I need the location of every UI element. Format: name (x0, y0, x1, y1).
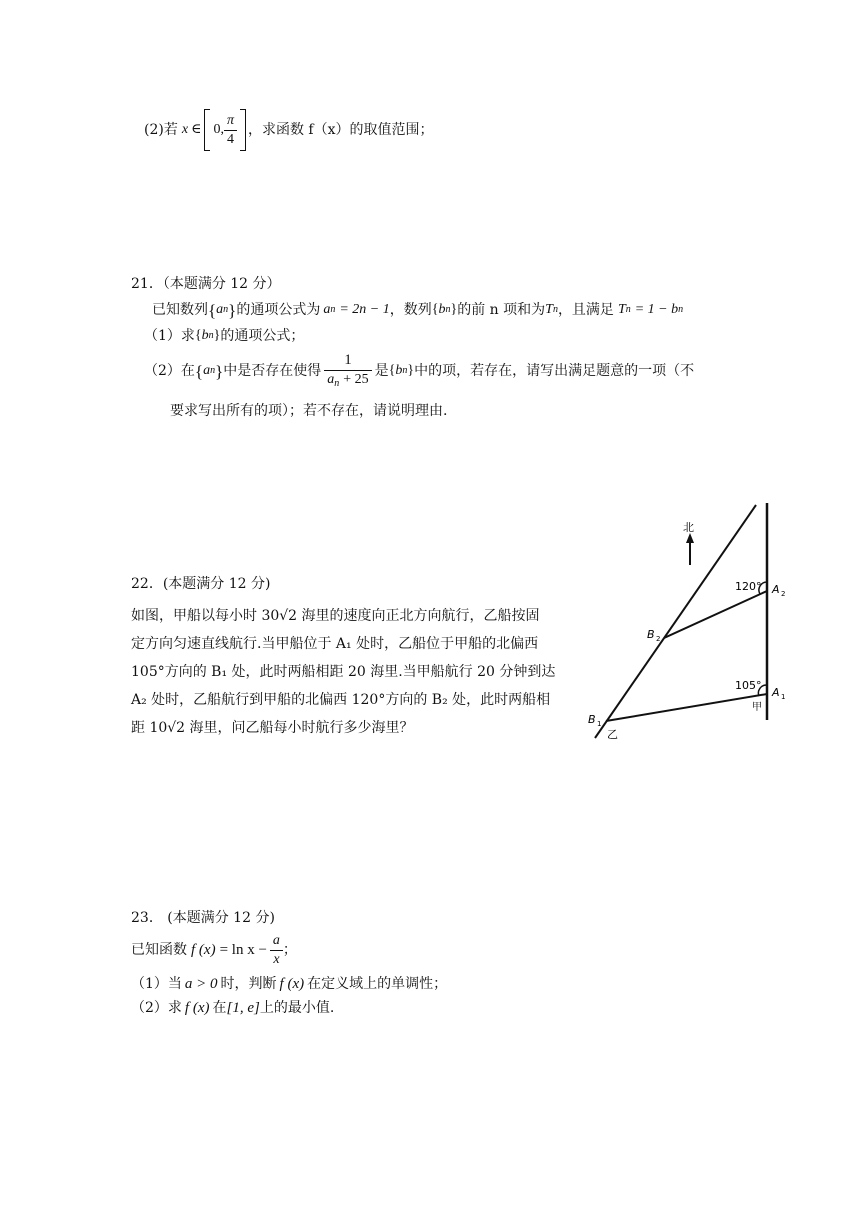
q22-line2: 定方向匀速直线航行.当甲船位于 A₁ 处时，乙船位于甲船的北偏西 (131, 636, 539, 652)
q20-part2-label: (2)若 (144, 122, 178, 138)
q21-brace-open: { (208, 300, 217, 320)
q23-frac-x: x (273, 951, 280, 967)
q22-figure (580, 495, 800, 745)
q23-fraction (270, 932, 283, 968)
q23-header: 23． (本题满分 12 分) (131, 910, 275, 926)
q22-header: 22．(本题满分 12 分) (131, 576, 271, 592)
q21-part1-text-b: 的通项公式； (220, 328, 305, 344)
q21-T: T (545, 302, 553, 317)
q21-a: a (216, 302, 224, 317)
q22-line3: 105°方向的 B₁ 处，此时两船相距 20 海里.当甲船航行 20 分钟到达 (131, 664, 556, 680)
q20-part2 (144, 110, 433, 150)
q21-sub-n7: n (208, 330, 214, 341)
q23-part1-text-a: （1）当 (131, 976, 182, 992)
q21-sub-n6: n (678, 304, 684, 315)
q21-sub-n3: n (445, 304, 451, 315)
north-arrow-head (686, 533, 694, 543)
q21-sub-n9: n (334, 378, 340, 390)
q21-part2-line2: 要求写出所有的项）；若不存在，请说明理由. (170, 403, 448, 419)
q21-part2-text-c: 是 (374, 363, 389, 379)
q21-part2-text-d: 中的项，若存在，请写出满足题意的一项（不 (414, 363, 695, 379)
north-label: 北 (683, 521, 694, 534)
label-a2: A (772, 583, 780, 596)
q21-part1 (144, 325, 304, 347)
q21-brace-close5: } (407, 363, 415, 378)
q23-in-word: 在 (212, 1000, 227, 1016)
q21-line1-text-c: ，数列 (389, 302, 432, 318)
q23-line1-text: 已知函数 (131, 942, 187, 958)
q21-line1-text-b: 的通项公式为 (236, 302, 321, 318)
label-a1: A (772, 686, 780, 699)
q21-line1-text-e: ，且满足 (557, 302, 614, 318)
q23-fx3: f (x) (184, 999, 210, 1016)
q21-line1-text-d: 的前 n 项和为 (457, 302, 546, 318)
q22-line1: 如图，甲船以每小时 30√2 海里的速度向正北方向航行，乙船按固 (131, 608, 540, 624)
q21-formula2-rhs: = 1 − b (634, 302, 679, 317)
q21-brace-open5: { (388, 363, 396, 378)
q21-brace-open4: { (194, 361, 204, 381)
q20-part2-tail: ，求函数 f（x）的取值范围； (247, 122, 434, 138)
q23-part2 (131, 998, 334, 1018)
q20-four: 4 (226, 131, 234, 147)
q21-sub-n: n (223, 304, 229, 315)
angle-105-label: 105° (735, 679, 762, 692)
q20-pi-over-4 (224, 112, 237, 148)
q21-sub-n10: n (402, 365, 408, 376)
q23-a-gt-0: a > 0 (184, 975, 218, 992)
yi-course-line (595, 505, 756, 738)
label-b1-sub: 1 (597, 720, 602, 728)
q21-sub-n8: n (210, 365, 216, 376)
angle-120-label: 120° (735, 580, 762, 593)
q23-interval: [1, e] (226, 999, 260, 1016)
q21-part1-text-a: （1）求 (144, 328, 195, 344)
q20-var-x: x (181, 122, 189, 137)
q21-frac-den (324, 371, 371, 391)
q21-line1-text-a: 已知数列 (152, 302, 208, 318)
q21-b: b (438, 302, 446, 317)
q21-sub-n5: n (625, 304, 631, 315)
label-jia: 甲 (752, 702, 762, 713)
q21-sub-n2: n (330, 304, 336, 315)
q22-line5: 距 10√2 海里，问乙船每小时航行多少海里？ (131, 720, 414, 736)
q22-body (131, 602, 555, 742)
label-b1: B (588, 713, 596, 726)
q21-sub-n4: n (552, 304, 558, 315)
q21-brace-close4: } (215, 361, 224, 381)
segment-b1-a1 (606, 694, 767, 721)
q20-right-bracket (240, 109, 246, 151)
q23-part2-text-b: 上的最小值. (259, 1000, 335, 1016)
q21-frac-den-tail: + 25 (343, 372, 369, 388)
q23-part1 (131, 974, 447, 994)
q21-a3: a (203, 363, 211, 378)
q21-line1 (152, 299, 683, 321)
label-b2: B (647, 628, 655, 641)
q23-line1-end: ； (282, 942, 297, 958)
q23-fx2: f (x) (279, 975, 305, 992)
q23-frac-a: a (270, 932, 283, 951)
q20-interval-start: 0, (213, 122, 224, 137)
label-b2-sub: 2 (656, 635, 661, 643)
q23-line1 (131, 930, 297, 970)
q20-in-symbol: ∈ (191, 122, 202, 137)
q23-part1-text-c: 在定义域上的单调性； (307, 976, 448, 992)
q20-pi: π (224, 112, 237, 131)
q23-eq-ln: = ln x − (219, 941, 267, 958)
q21-header: 21．（本题满分 12 分） (131, 276, 281, 292)
q23-part2-text-a: （2）求 (131, 1000, 182, 1016)
q21-brace-close: } (228, 300, 237, 320)
q21-frac-num: 1 (324, 351, 371, 371)
q21-brace-close3: } (213, 328, 221, 343)
q21-b3: b (395, 363, 403, 378)
q21-part2-text-b: 中是否存在使得 (223, 363, 322, 379)
q21-fraction (324, 351, 371, 390)
q21-part2 (144, 351, 694, 391)
label-yi: 乙 (607, 728, 618, 741)
q21-part2-text-a: （2）在 (144, 363, 195, 379)
q21-brace-close2: } (450, 302, 458, 317)
q22-line4: A₂ 处时，乙船航行到甲船的北偏西 120°方向的 B₂ 处，此时两船相 (131, 692, 551, 708)
label-a2-sub: 2 (781, 590, 786, 598)
q23-part1-text-b: 时，判断 (220, 976, 277, 992)
q23-fx: f (x) (191, 941, 216, 958)
q21-a2: a (323, 302, 331, 317)
q21-brace-open2: { (431, 302, 439, 317)
q21-b2: b (201, 328, 209, 343)
q21-a4: a (327, 372, 335, 388)
q20-left-bracket (204, 109, 210, 151)
q21-T2: T (617, 302, 626, 317)
q21-brace-open3: { (194, 328, 202, 343)
label-a1-sub: 1 (781, 693, 786, 701)
q21-formula-rhs: = 2n − 1 (339, 302, 390, 317)
